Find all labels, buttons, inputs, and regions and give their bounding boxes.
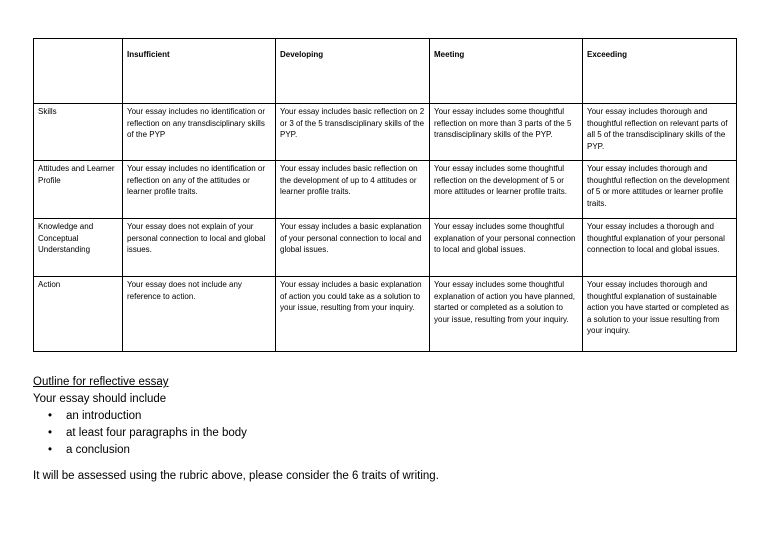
rubric-cell-insufficient: Your essay does not explain of your personal connection to local and global issues.: [123, 219, 276, 277]
rubric-cell-insufficient: Your essay includes no identification or reflection on any transdisciplinary skills of the PYP: [123, 104, 276, 161]
list-item: • an introduction: [66, 408, 247, 425]
criterion-label: Attitudes and Learner Profile: [34, 161, 123, 219]
rubric-cell-exceeding: Your essay includes a thorough and thoughtful explanation of your personal connection to local and global issues.: [583, 219, 737, 277]
rubric-cell-meeting: Your essay includes some thoughtful reflection on more than 3 parts of the 5 transdisciplinary skills of the PYP.: [430, 104, 583, 161]
rubric-cell-developing: Your essay includes basic reflection on the development of up to 4 attitudes or learner profile traits.: [276, 161, 430, 219]
rubric-header-meeting: Meeting: [430, 39, 583, 104]
rubric-header-developing: Developing: [276, 39, 430, 104]
criterion-label: Action: [34, 277, 123, 352]
outline-title: Outline for reflective essay: [33, 376, 169, 388]
rubric-cell-exceeding: Your essay includes thorough and thoughtful reflection on the development of 5 or more attitudes or learner profile traits.: [583, 161, 737, 219]
rubric-row-action: [34, 277, 737, 352]
criterion-label: Knowledge and Conceptual Understanding: [34, 219, 123, 277]
rubric-cell-exceeding: Your essay includes thorough and thoughtful reflection on relevant parts of all 5 of the transdisciplinary skills of the PYP.: [583, 104, 737, 161]
rubric-header-row: [34, 39, 737, 104]
rubric-header-insufficient: Insufficient: [123, 39, 276, 104]
rubric-cell-meeting: Your essay includes some thoughtful explanation of your personal connection to local and global issues.: [430, 219, 583, 277]
rubric-table: [33, 38, 737, 352]
rubric-cell-developing: Your essay includes a basic explanation of action you could take as a solution to your issue, resulting from your inquiry.: [276, 277, 430, 352]
essay-outline: [33, 374, 247, 459]
outline-intro: Your essay should include: [33, 393, 167, 405]
criterion-label: Skills: [34, 104, 123, 161]
rubric-cell-developing: Your essay includes basic reflection on 2 or 3 of the 5 transdisciplinary skills of the PYP.: [276, 104, 430, 161]
rubric-header-blank: [34, 39, 123, 104]
rubric-row-skills: [34, 104, 737, 161]
rubric-row-knowledge: [34, 219, 737, 277]
rubric-cell-insufficient: Your essay includes no identification or reflection on any of the attitudes or learner profile traits.: [123, 161, 276, 219]
assessment-note: It will be assessed using the rubric above, please consider the 6 traits of writing.: [33, 470, 439, 482]
list-item: • at least four paragraphs in the body: [66, 425, 247, 442]
rubric-cell-exceeding: Your essay includes thorough and thoughtful explanation of sustainable action you have started or completed as a solution to your issue resulting from your inquiry.: [583, 277, 737, 352]
rubric-cell-developing: Your essay includes a basic explanation of your personal connection to local and global issues.: [276, 219, 430, 277]
rubric-header-exceeding: Exceeding: [583, 39, 737, 104]
outline-list: [33, 408, 247, 459]
rubric-cell-meeting: Your essay includes some thoughtful explanation of action you have planned, started or completed as a solution to your issue, resulting from your inquiry.: [430, 277, 583, 352]
rubric-row-attitudes: [34, 161, 737, 219]
rubric-cell-meeting: Your essay includes some thoughtful reflection on the development of 5 or more attitudes or learner profile traits.: [430, 161, 583, 219]
rubric-cell-insufficient: Your essay does not include any reference to action.: [123, 277, 276, 352]
list-item: • a conclusion: [66, 442, 247, 459]
